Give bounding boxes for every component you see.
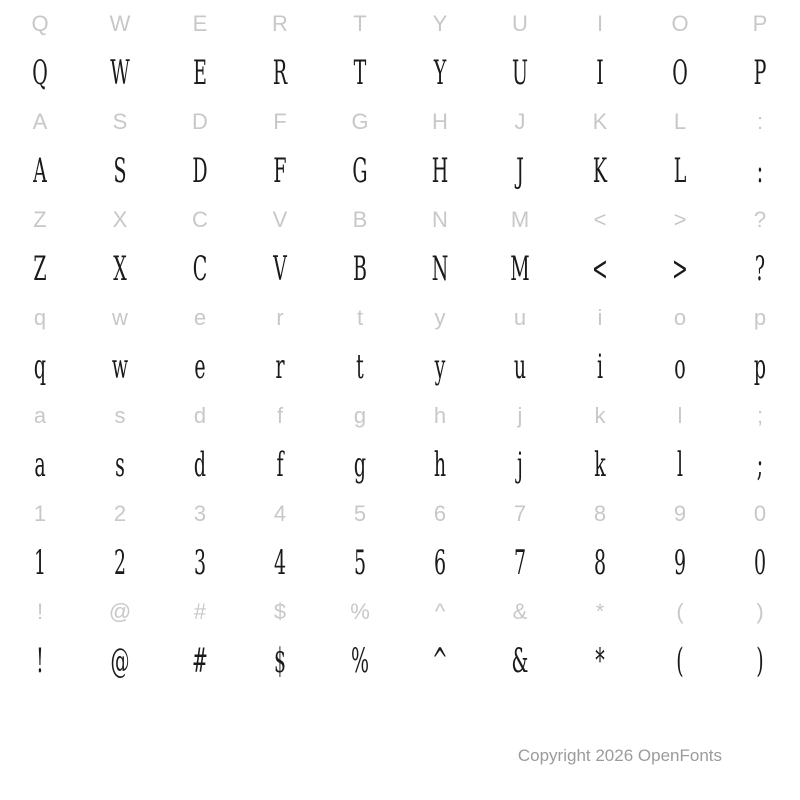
reference-char-cell: i bbox=[597, 305, 603, 330]
glyph: d bbox=[193, 445, 207, 485]
glyph: @ bbox=[110, 641, 130, 681]
glyph: 9 bbox=[673, 543, 687, 583]
reference-char-cell: f bbox=[276, 403, 284, 428]
reference-char-cell: y bbox=[434, 305, 446, 330]
glyph: : bbox=[756, 151, 764, 191]
glyph: * bbox=[595, 641, 605, 681]
glyph: % bbox=[350, 641, 370, 681]
reference-char-cell: O bbox=[671, 11, 689, 36]
specimen-glyph-cell bbox=[95, 249, 145, 289]
reference-char-cell: L bbox=[673, 109, 687, 134]
reference-char-cell: 6 bbox=[433, 501, 447, 526]
reference-char-cell: 8 bbox=[593, 501, 607, 526]
reference-char-cell: l bbox=[677, 403, 683, 428]
specimen-glyph-cell bbox=[735, 641, 785, 681]
specimen-glyph-cell bbox=[415, 543, 465, 583]
glyph: y bbox=[434, 347, 446, 387]
specimen-glyph-cell bbox=[95, 53, 145, 93]
specimen-glyph-cell bbox=[415, 445, 465, 485]
specimen-glyph-cell bbox=[255, 151, 305, 191]
reference-char-cell: & bbox=[512, 599, 528, 624]
reference-char-cell: T bbox=[353, 11, 367, 36]
glyph: 4 bbox=[273, 543, 287, 583]
glyph: W bbox=[110, 53, 130, 93]
reference-char-cell: Q bbox=[31, 11, 49, 36]
specimen-glyph-cell bbox=[95, 347, 145, 387]
glyph: r bbox=[275, 347, 285, 387]
glyph: D bbox=[192, 151, 208, 191]
specimen-glyph-cell bbox=[575, 347, 625, 387]
specimen-glyph-row bbox=[0, 48, 800, 98]
reference-char-cell: k bbox=[594, 403, 606, 428]
specimen-glyph-cell bbox=[415, 641, 465, 681]
reference-char-cell: R bbox=[272, 11, 288, 36]
specimen-glyph-cell bbox=[735, 543, 785, 583]
specimen-glyph-cell bbox=[15, 53, 65, 93]
specimen-glyph-cell bbox=[95, 641, 145, 681]
glyph: h bbox=[433, 445, 447, 485]
reference-char-cell: W bbox=[109, 11, 131, 36]
specimen-glyph-cell bbox=[15, 641, 65, 681]
reference-char-cell: > bbox=[673, 207, 687, 232]
reference-char-cell: 4 bbox=[273, 501, 287, 526]
glyph: 7 bbox=[513, 543, 527, 583]
glyph: 0 bbox=[753, 543, 767, 583]
specimen-glyph-cell bbox=[255, 249, 305, 289]
glyph: g bbox=[353, 445, 367, 485]
specimen-glyph-cell bbox=[575, 53, 625, 93]
specimen-glyph-row bbox=[0, 538, 800, 588]
glyph: E bbox=[193, 53, 207, 93]
reference-char-cell: U bbox=[512, 11, 528, 36]
specimen-glyph-cell bbox=[95, 445, 145, 485]
specimen-glyph-cell bbox=[415, 151, 465, 191]
reference-char-cell: B bbox=[352, 207, 368, 232]
reference-char-cell: q bbox=[33, 305, 47, 330]
reference-char-cell: o bbox=[673, 305, 687, 330]
glyph: Z bbox=[33, 249, 47, 289]
glyph: H bbox=[431, 151, 449, 191]
glyph: C bbox=[192, 249, 208, 289]
specimen-glyph-cell bbox=[335, 641, 385, 681]
specimen-glyph-cell bbox=[495, 249, 545, 289]
reference-char-cell: < bbox=[593, 207, 607, 232]
specimen-glyph-cell bbox=[15, 445, 65, 485]
glyph: K bbox=[592, 151, 608, 191]
reference-char-cell: H bbox=[432, 109, 448, 134]
specimen-glyph-cell bbox=[655, 641, 705, 681]
reference-char-cell: s bbox=[114, 403, 126, 428]
specimen-glyph-cell bbox=[175, 543, 225, 583]
glyph: M bbox=[510, 249, 530, 289]
specimen-glyph-cell bbox=[15, 151, 65, 191]
glyph: L bbox=[673, 151, 687, 191]
specimen-glyph-cell bbox=[415, 249, 465, 289]
glyph: p bbox=[753, 347, 767, 387]
reference-char-row bbox=[0, 196, 800, 244]
specimen-glyph-cell bbox=[335, 151, 385, 191]
glyph: B bbox=[353, 249, 367, 289]
specimen-glyph-cell bbox=[735, 53, 785, 93]
reference-char-cell: A bbox=[32, 109, 48, 134]
glyph: 2 bbox=[113, 543, 127, 583]
reference-char-cell: X bbox=[112, 207, 128, 232]
glyph: Y bbox=[433, 53, 447, 93]
glyph: l bbox=[676, 445, 684, 485]
reference-char-cell: J bbox=[514, 109, 526, 134]
glyph: w bbox=[111, 347, 129, 387]
specimen-glyph-cell bbox=[655, 249, 705, 289]
glyph: i bbox=[596, 347, 604, 387]
reference-char-cell: ) bbox=[756, 599, 764, 624]
glyph: P bbox=[753, 53, 767, 93]
glyph: U bbox=[511, 53, 528, 93]
glyph: ( bbox=[676, 641, 684, 681]
glyph: $ bbox=[273, 641, 287, 681]
specimen-glyph-cell bbox=[335, 249, 385, 289]
glyph: k bbox=[594, 445, 606, 485]
specimen-glyph-cell bbox=[175, 249, 225, 289]
glyph: & bbox=[511, 641, 529, 681]
specimen-glyph-cell bbox=[575, 543, 625, 583]
specimen-glyph-cell bbox=[575, 445, 625, 485]
glyph: > bbox=[672, 249, 688, 289]
glyph: R bbox=[272, 53, 288, 93]
reference-char-cell: g bbox=[353, 403, 367, 428]
specimen-glyph-cell bbox=[655, 445, 705, 485]
glyph: 1 bbox=[33, 543, 47, 583]
glyph: Q bbox=[32, 53, 48, 93]
reference-char-cell: j bbox=[517, 403, 523, 428]
reference-char-cell: E bbox=[192, 11, 208, 36]
specimen-glyph-cell bbox=[495, 347, 545, 387]
glyph: 3 bbox=[193, 543, 207, 583]
specimen-glyph-cell bbox=[15, 249, 65, 289]
reference-char-cell: P bbox=[752, 11, 768, 36]
specimen-glyph-cell bbox=[15, 347, 65, 387]
specimen-glyph-cell bbox=[415, 347, 465, 387]
glyph: J bbox=[516, 151, 524, 191]
specimen-glyph-cell bbox=[495, 151, 545, 191]
glyph: F bbox=[273, 151, 287, 191]
specimen-glyph-cell bbox=[255, 543, 305, 583]
glyph: O bbox=[672, 53, 688, 93]
specimen-glyph-cell bbox=[175, 445, 225, 485]
specimen-glyph-cell bbox=[255, 347, 305, 387]
reference-char-row bbox=[0, 0, 800, 48]
specimen-glyph-cell bbox=[415, 53, 465, 93]
specimen-glyph-cell bbox=[15, 543, 65, 583]
specimen-glyph-row bbox=[0, 440, 800, 490]
reference-char-cell: ? bbox=[753, 207, 767, 232]
reference-char-cell: a bbox=[33, 403, 47, 428]
reference-char-row bbox=[0, 392, 800, 440]
specimen-glyph-cell bbox=[335, 445, 385, 485]
reference-char-cell: t bbox=[356, 305, 364, 330]
reference-char-cell: ^ bbox=[434, 599, 446, 624]
glyph: ^ bbox=[432, 641, 448, 681]
reference-char-cell: p bbox=[753, 305, 767, 330]
specimen-glyph-cell bbox=[655, 543, 705, 583]
reference-char-cell: * bbox=[595, 599, 605, 624]
specimen-glyph-cell bbox=[175, 151, 225, 191]
specimen-glyph-cell bbox=[495, 53, 545, 93]
reference-char-cell: : bbox=[756, 109, 764, 134]
glyph: f bbox=[276, 445, 284, 485]
specimen-glyph-cell bbox=[95, 543, 145, 583]
glyph: 6 bbox=[433, 543, 447, 583]
reference-char-cell: 0 bbox=[753, 501, 767, 526]
specimen-glyph-cell bbox=[255, 53, 305, 93]
glyph: j bbox=[517, 445, 523, 485]
reference-char-cell: I bbox=[596, 11, 604, 36]
reference-char-row bbox=[0, 588, 800, 636]
specimen-glyph-cell bbox=[655, 151, 705, 191]
reference-char-cell: G bbox=[351, 109, 369, 134]
reference-char-cell: d bbox=[193, 403, 207, 428]
glyph: q bbox=[33, 347, 47, 387]
reference-char-cell: $ bbox=[273, 599, 287, 624]
glyph: t bbox=[356, 347, 364, 387]
specimen-glyph-cell bbox=[95, 151, 145, 191]
specimen-glyph-cell bbox=[335, 53, 385, 93]
glyph: < bbox=[592, 249, 608, 289]
specimen-glyph-cell bbox=[495, 445, 545, 485]
reference-char-cell: F bbox=[273, 109, 287, 134]
specimen-glyph-cell bbox=[255, 641, 305, 681]
glyph: ? bbox=[754, 249, 766, 289]
specimen-glyph-cell bbox=[735, 151, 785, 191]
reference-char-cell: S bbox=[112, 109, 128, 134]
glyph: X bbox=[113, 249, 127, 289]
specimen-glyph-row bbox=[0, 244, 800, 294]
reference-char-cell: ( bbox=[676, 599, 684, 624]
glyph: ; bbox=[756, 445, 764, 485]
specimen-glyph-row bbox=[0, 146, 800, 196]
specimen-glyph-row bbox=[0, 342, 800, 392]
glyph: V bbox=[273, 249, 287, 289]
reference-char-cell: M bbox=[510, 207, 530, 232]
specimen-glyph-cell bbox=[255, 445, 305, 485]
glyph: I bbox=[596, 53, 604, 93]
reference-char-cell: r bbox=[276, 305, 284, 330]
reference-char-cell: 2 bbox=[113, 501, 127, 526]
glyph: s bbox=[115, 445, 125, 485]
glyph: T bbox=[353, 53, 367, 93]
glyph: ) bbox=[756, 641, 764, 681]
specimen-glyph-cell bbox=[175, 641, 225, 681]
reference-char-cell: e bbox=[193, 305, 207, 330]
reference-char-cell: ! bbox=[36, 599, 44, 624]
glyph: 5 bbox=[353, 543, 367, 583]
specimen-glyph-cell bbox=[335, 543, 385, 583]
copyright-notice: Copyright 2026 OpenFonts bbox=[517, 746, 722, 765]
specimen-glyph-cell bbox=[495, 641, 545, 681]
reference-char-cell: 3 bbox=[193, 501, 207, 526]
reference-char-cell: ; bbox=[756, 403, 764, 428]
reference-char-cell: 9 bbox=[673, 501, 687, 526]
reference-char-cell: % bbox=[350, 599, 370, 624]
specimen-glyph-cell bbox=[655, 347, 705, 387]
reference-char-cell: V bbox=[272, 207, 288, 232]
glyph: G bbox=[352, 151, 368, 191]
specimen-glyph-cell bbox=[335, 347, 385, 387]
glyph: e bbox=[194, 347, 206, 387]
glyph: S bbox=[113, 151, 127, 191]
specimen-glyph-cell bbox=[575, 151, 625, 191]
specimen-glyph-cell bbox=[575, 249, 625, 289]
reference-char-cell: K bbox=[592, 109, 608, 134]
reference-char-cell: 7 bbox=[513, 501, 527, 526]
glyph: 8 bbox=[593, 543, 607, 583]
specimen-glyph-cell bbox=[175, 53, 225, 93]
reference-char-cell: w bbox=[112, 305, 128, 330]
reference-char-row bbox=[0, 490, 800, 538]
reference-char-cell: C bbox=[192, 207, 208, 232]
specimen-glyph-cell bbox=[655, 53, 705, 93]
reference-char-cell: Z bbox=[33, 207, 47, 232]
reference-char-cell: h bbox=[433, 403, 447, 428]
glyph: a bbox=[34, 445, 46, 485]
glyph: # bbox=[192, 641, 208, 681]
reference-char-cell: Y bbox=[432, 11, 448, 36]
glyph: A bbox=[33, 151, 47, 191]
specimen-glyph-cell bbox=[175, 347, 225, 387]
glyph: N bbox=[431, 249, 449, 289]
specimen-glyph-cell bbox=[495, 543, 545, 583]
reference-char-cell: 1 bbox=[33, 501, 47, 526]
specimen-glyph-cell bbox=[575, 641, 625, 681]
reference-char-cell: @ bbox=[108, 599, 132, 624]
specimen-glyph-cell bbox=[735, 347, 785, 387]
specimen-glyph-cell bbox=[735, 445, 785, 485]
reference-char-cell: 5 bbox=[353, 501, 367, 526]
glyph: u bbox=[513, 347, 527, 387]
glyph: o bbox=[674, 347, 686, 387]
specimen-glyph-row bbox=[0, 636, 800, 686]
reference-char-cell: # bbox=[193, 599, 207, 624]
glyph: ! bbox=[36, 641, 44, 681]
reference-char-row bbox=[0, 294, 800, 342]
specimen-glyph-cell bbox=[735, 249, 785, 289]
reference-char-row bbox=[0, 98, 800, 146]
reference-char-cell: u bbox=[513, 305, 527, 330]
reference-char-cell: D bbox=[192, 109, 208, 134]
reference-char-cell: N bbox=[432, 207, 448, 232]
